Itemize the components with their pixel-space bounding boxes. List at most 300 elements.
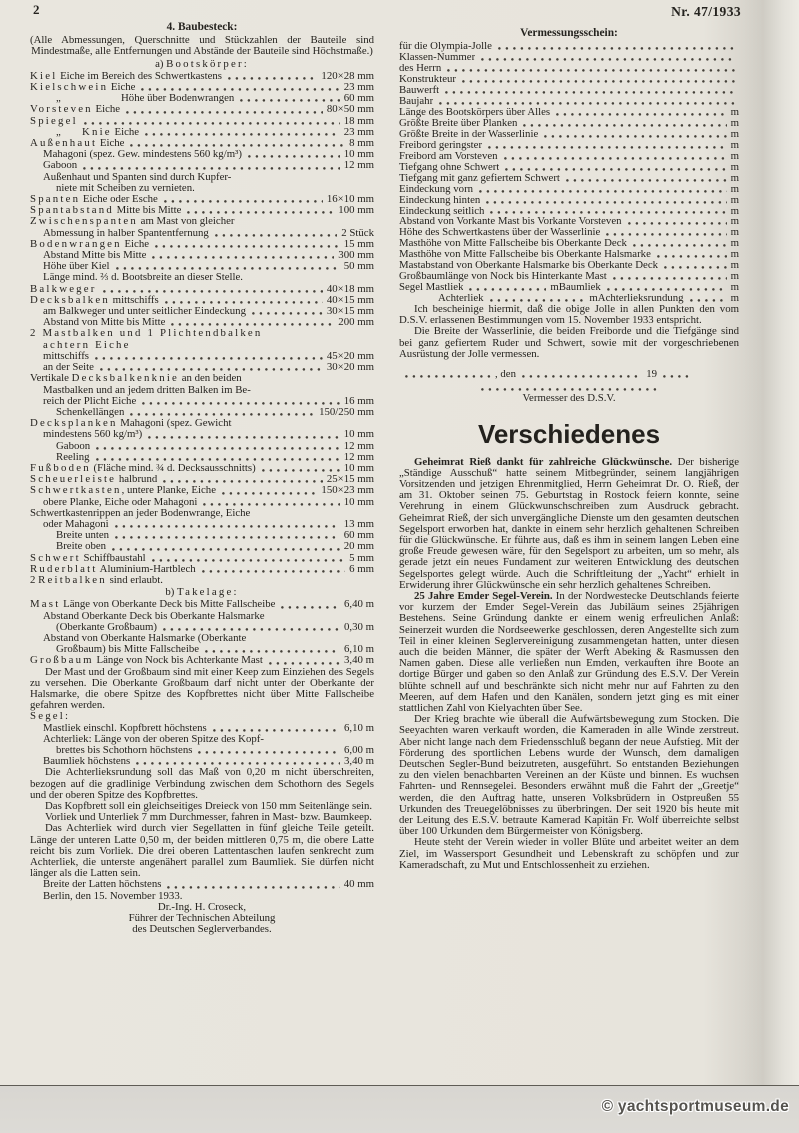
dot-leader [126, 111, 323, 114]
spec-row [399, 151, 739, 162]
label-text: Breite oben [56, 541, 107, 553]
dot-leader [198, 751, 340, 754]
date-line [399, 369, 695, 380]
label-text: Eiche [121, 238, 150, 250]
spec-row [399, 173, 739, 184]
text: 19 [646, 368, 657, 381]
spec-row [30, 104, 374, 115]
dot-leader [523, 124, 726, 127]
spec-label: „ Höhe über Bodenwrangen [56, 93, 235, 105]
label-text: Mastabstand von Oberkante Halsmarke bis Oberkante Deck [399, 260, 659, 272]
dot-leader [84, 122, 340, 125]
spec-row [30, 407, 374, 418]
spec-row [30, 138, 374, 149]
dot-leader [164, 200, 323, 203]
paragraph: Das Achterliek wird durch vier Segellatten in fünf gleiche Teile geteilt. Länge der unteren Latte 0,50 m, der beiden mittleren 0,75 m, die obere Latte reicht bis zum Vorliek. Die drei oberen Lattentaschen laufen senkrecht zum Achterliek, die unterste angenähert parallel zum Baumliek. Sie dürfen nicht länger als die Latten sein. [30, 822, 374, 880]
label-text: Baumliek höchstens [43, 756, 131, 768]
text-line: Dr.-Ing. H. Croseck, [157, 900, 247, 913]
text-line [30, 418, 374, 429]
spec-label [30, 205, 181, 216]
text-line [30, 575, 374, 586]
dot-leader [606, 233, 726, 236]
spec-value: 6,10 m [344, 644, 374, 656]
spec-label [43, 261, 110, 272]
dot-leader [141, 88, 339, 91]
dot-leader [462, 80, 735, 83]
spec-row [30, 452, 374, 463]
label-text: Eiche im Bereich des Schwertkastens [57, 70, 222, 82]
label-text: Schenkellängen [56, 406, 125, 418]
dot-leader [222, 492, 317, 495]
spec-value: m [730, 117, 739, 129]
spec-value: m [730, 216, 739, 228]
label-text: Vertikale [30, 373, 72, 385]
text-line [30, 508, 374, 519]
text: b) [165, 586, 178, 599]
label-text: niete mit Scheiben zu vernieten. [56, 182, 195, 194]
label-keyword: Bodenwrangen [30, 238, 122, 250]
label-text: Tiefgang mit ganz gefiertem Schwert [399, 172, 560, 184]
dot-leader [205, 650, 340, 653]
spec-row [30, 317, 374, 328]
dot-leader [504, 157, 727, 160]
spec-value: 30×15 mm [326, 306, 374, 318]
spec-label [56, 452, 90, 463]
dot-leader [96, 447, 340, 450]
spec-value: 150×23 mm [321, 485, 374, 497]
label-text: brettes bis Schothorn höchstens [56, 745, 193, 756]
dot-leader [115, 525, 340, 528]
spec-value: 12 mm [343, 451, 374, 463]
spec-row [399, 140, 739, 151]
dot-leader [281, 606, 340, 609]
paragraph: Die Breite der Wasserlinie, die beiden Freiborde und die Tiefgänge sind bei ganz gefiertem Ruder und Schwert, sowie mit der vorgeschriebenen Ausrüstung der Jolle vermessen. [399, 325, 739, 360]
dot-leader [152, 256, 334, 259]
spec-row [30, 205, 374, 216]
spec-value: 6,40 m [344, 599, 374, 611]
spec-label [56, 745, 192, 756]
label-text: Gaboon [43, 160, 78, 172]
spec-value: 40×18 mm [326, 283, 374, 295]
label-text: Konstrukteur [399, 74, 456, 86]
spec-value: m [730, 293, 739, 305]
label-text: Abstand Mitte bis Mitte [43, 250, 147, 262]
spec-label [399, 129, 538, 140]
spec-label [399, 162, 499, 173]
spec-value: 80×50 mm [326, 104, 374, 116]
dot-leader [657, 255, 727, 258]
label-text: Segel Mastliek [399, 282, 464, 294]
spec-row [30, 295, 374, 306]
spec-value: 5 mm [349, 552, 374, 564]
spec-value: 120×28 mm [321, 70, 374, 82]
spec-row [30, 541, 374, 552]
spec-value: 23 mm [343, 82, 374, 94]
label-keyword: Großbaum [30, 655, 94, 667]
spec-value: 25×15 mm [326, 474, 374, 486]
spec-value: 10 mm [343, 429, 374, 441]
spec-value: m [730, 282, 739, 294]
spec-row [30, 127, 374, 138]
dot-leader [628, 222, 727, 225]
spec-label [30, 553, 146, 564]
label-keyword: Spiegel [30, 115, 78, 127]
label-keyword: Balkweger [30, 283, 97, 295]
dot-leader [103, 290, 323, 293]
spec-value: 50 mm [343, 261, 374, 273]
spec-value: m [730, 150, 739, 162]
text-line [30, 891, 374, 902]
spec-label [399, 85, 439, 96]
spec-row [399, 195, 739, 206]
dot-leader [663, 375, 691, 378]
spec-label: „ Knie Eiche [56, 126, 140, 138]
label-text: am Mast von gleicher [137, 216, 235, 228]
spec-value: 10 mm [343, 149, 374, 161]
spec-row [399, 41, 739, 52]
paragraph: Ich bescheinige hiermit, daß die obige Jolle in allen Punkten den vom D.S.V. erlassenen Bestimmungen vom 15. November 1933 entspricht. [399, 303, 739, 327]
spec-label [399, 107, 550, 118]
form-row [399, 282, 559, 293]
label-keyword: Knie [82, 126, 112, 138]
label-keyword: Fußboden [30, 462, 91, 474]
dot-leader [469, 288, 546, 291]
label-keyword: Vorsteven [30, 104, 93, 116]
spec-value: m [730, 183, 739, 195]
spec-row [399, 74, 739, 85]
label-text: Achterlieksrundung [597, 293, 684, 305]
label-text: Abstand von Oberkante Halsmarke (Oberkante [43, 632, 247, 644]
spec-label [43, 250, 146, 261]
spec-row [30, 474, 374, 485]
label-text: Mastliek einschl. Kopfbrett höchstens [43, 722, 207, 734]
text-line [30, 328, 374, 339]
spec-value: 16 mm [343, 395, 374, 407]
label-text: Eindeckung seitlich [399, 205, 485, 217]
paragraph: Heute steht der Verein wieder in voller Blüte und arbeitet weiter an dem Ziel, im Wassersport Gesundheit und Lebenskraft zu schöpfen und zur Kameradschaft, zu Mut und Entschlossenheit zu erziehen. [399, 836, 739, 871]
label-text: halbrund [116, 474, 158, 486]
spec-row [30, 362, 374, 373]
scan-bottom-edge [0, 1085, 799, 1133]
spec-value: 40×15 mm [326, 294, 374, 306]
spec-row [30, 261, 374, 272]
text-line [30, 373, 374, 384]
spec-value: 0,30 m [344, 621, 374, 633]
spec-row [399, 216, 739, 227]
dot-leader [544, 135, 726, 138]
label-text: sind erlaubt. [106, 574, 163, 586]
label-text: Schiffbaustahl [80, 552, 146, 564]
label-text: Eiche oder Esche [80, 194, 158, 206]
spec-label [43, 519, 109, 530]
label-text: Freibord am Vorsteven [399, 150, 498, 162]
spec-label [30, 104, 120, 115]
dot-leader [505, 168, 726, 171]
label-text: Achterliek: Länge von der oberen Spitze des Kopf- [43, 733, 264, 745]
dot-leader [187, 211, 334, 214]
spec-value: 30×20 mm [326, 362, 374, 374]
spec-row [30, 71, 374, 82]
label-keyword: achtern Eiche [43, 339, 131, 351]
section-heading [30, 711, 374, 722]
label-text: , untere Planke, Eiche [121, 485, 216, 497]
spec-value: m [730, 271, 739, 283]
spec-row [399, 118, 739, 129]
spec-value: 10 mm [343, 496, 374, 508]
spec-value: 6 mm [349, 563, 374, 575]
spec-row [30, 306, 374, 317]
label-keyword: Zwischenspanten [30, 216, 138, 228]
spec-label [30, 284, 97, 295]
dot-leader [171, 323, 334, 326]
spec-row [30, 622, 374, 633]
left-column [30, 20, 374, 935]
spec-label [30, 655, 263, 666]
spec-label [399, 74, 456, 85]
spec-label [399, 249, 651, 260]
label-text: Breite unten [56, 530, 110, 542]
label-text: Abstand Oberkante Deck bis Oberkante Halsmarke [43, 610, 265, 622]
spec-value: 300 mm [338, 250, 374, 262]
label-text: Größte Breite in der Wasserlinie [399, 128, 539, 140]
label-text: Eiche [92, 104, 121, 116]
label-text: obere Planke, Eiche oder Mahagoni [43, 496, 198, 508]
spec-label [399, 63, 441, 74]
text-line: des Deutschen Seglerverbandes. [132, 923, 272, 936]
label-text: Länge mind. ⅔ d. Bootsbreite an dieser Stelle. [43, 272, 243, 284]
label-text: Mahagoni (spez. Gewicht [117, 418, 232, 430]
label-text: Höhe des Schwertkastens über der Wasserlinie [399, 227, 601, 239]
spec-row [30, 599, 374, 610]
dot-leader [490, 299, 586, 302]
label-text: Eiche [111, 126, 140, 138]
spec-label [399, 173, 560, 184]
spec-value: 60 mm [343, 93, 374, 105]
dot-leader [445, 91, 735, 94]
dot-leader [163, 628, 340, 631]
label-text: Länge von Nock bis Achterkante Mast [93, 655, 263, 667]
form-row-pair [399, 293, 739, 304]
spec-row [399, 107, 739, 118]
spec-row [399, 85, 739, 96]
spec-value: m [730, 249, 739, 261]
dot-leader [136, 762, 340, 765]
spec-label [56, 622, 157, 633]
spec-value: m [589, 293, 598, 305]
spec-label [43, 228, 209, 239]
label-text: Außenhaut und Spanten sind durch Kupfer- [43, 171, 232, 183]
dot-leader [490, 211, 726, 214]
spec-row [399, 129, 739, 140]
spec-value: m [730, 238, 739, 250]
spec-label [43, 429, 142, 440]
dot-leader [613, 277, 727, 280]
spec-row [30, 149, 374, 160]
dot-leader [633, 244, 727, 247]
spec-value: 10 mm [343, 462, 374, 474]
dot-leader [405, 375, 491, 378]
form-row [598, 293, 739, 304]
dot-leader [488, 146, 727, 149]
label-text: Abstand von Mitte bis Mitte [43, 317, 166, 329]
spec-value: m [730, 161, 739, 173]
dot-leader [522, 375, 642, 378]
dot-leader [83, 167, 340, 170]
watermark: © yachtsportmuseum.de [601, 1098, 789, 1115]
label-text: Abstand von Vorkante Mast bis Vorkante Vorsteven [399, 216, 622, 228]
spec-label [399, 282, 463, 293]
spec-row [399, 227, 739, 238]
text-line [30, 216, 374, 227]
spec-label [399, 118, 517, 129]
label-text: Masthöhe von Mitte Fallscheibe bis Oberkante Halsmarke [399, 249, 651, 261]
paragraph: Das Kopfbrett soll ein gleichseitiges Dreieck von 150 mm Seitenlänge sein. [45, 800, 373, 813]
label-text: reich der Plicht Eiche [43, 395, 137, 407]
label-text: Gaboon [56, 440, 91, 452]
article-heading: Geheimrat Rieß dankt für zahlreiche Glückwünsche. [414, 455, 673, 468]
spec-row [30, 655, 374, 666]
spec-row [30, 429, 374, 440]
text-line [30, 272, 374, 283]
dot-leader [148, 436, 340, 439]
spec-label [399, 271, 607, 282]
dot-leader [152, 559, 345, 562]
spec-label [30, 138, 124, 149]
section-heading [30, 587, 374, 598]
paragraph: (Alle Abmessungen, Querschnitte und Stückzahlen der Bauteile sind Mindestmaße, alle Entfernungen und Abstände der Bauteile sind Höchstmaße.) [30, 34, 374, 58]
label-text: Größte Breite über Planken [399, 117, 518, 129]
spec-label [399, 96, 433, 107]
label-text: Freibord geringster [399, 139, 483, 151]
label-text: Baumliek [558, 282, 601, 294]
dot-leader [240, 99, 339, 102]
spec-label [399, 260, 658, 271]
spec-label [399, 195, 480, 206]
text-line [30, 172, 374, 183]
label-text: (Fläche mind. ¾ d. Decksausschnitts) [90, 462, 256, 474]
spec-value: 18 mm [343, 115, 374, 127]
spec-label [43, 149, 242, 160]
spec-value: 6,00 m [344, 745, 374, 756]
label-text: Berlin, den 15. November 1933. [43, 890, 183, 902]
form-row-pair [399, 282, 739, 293]
spec-row [30, 194, 374, 205]
spec-row [30, 239, 374, 250]
label-text: Höhe über Kiel [43, 261, 110, 273]
spec-row [399, 206, 739, 217]
label-keyword: Kiel [30, 70, 58, 82]
spec-value: 6,10 m [344, 722, 374, 734]
dot-leader [96, 458, 340, 461]
section-heading: Vermessungsschein: [520, 27, 618, 39]
spec-row [30, 519, 374, 530]
label-text: Schwertkastenrippen an jeder Bodenwrange, Eiche [30, 507, 251, 519]
dot-leader [163, 480, 323, 483]
spec-value: m [730, 205, 739, 217]
label-keyword: Außenhaut [30, 138, 98, 150]
spec-label [30, 474, 157, 485]
spec-value: m [730, 139, 739, 151]
paragraph: Vorliek und Unterliek 7 mm Durchmesser, fahren in Mast- bzw. Baumkeep. [45, 811, 372, 824]
spec-label [43, 351, 89, 362]
text-line [30, 633, 374, 644]
label-text: des Herrn [399, 63, 442, 75]
signature-line [481, 388, 657, 391]
spec-row [30, 497, 374, 508]
dot-leader [165, 301, 323, 304]
label-text: Eindeckung hinten [399, 194, 481, 206]
label-keyword: Decksbalken [30, 294, 110, 306]
spec-label [43, 306, 246, 317]
spec-label [438, 293, 484, 304]
spec-value: 40 mm [343, 879, 374, 891]
spec-label [43, 497, 197, 508]
form-row [559, 282, 739, 293]
label-text: Höhe über Bodenwrangen [121, 93, 235, 105]
section-heading: 4. Baubesteck: [166, 21, 238, 33]
dot-leader [130, 413, 315, 416]
label-text: Eiche [97, 138, 125, 150]
spec-label [399, 52, 475, 63]
spec-row [399, 184, 739, 195]
spec-label [56, 407, 124, 418]
spec-row [399, 260, 739, 271]
spec-row [30, 351, 374, 362]
spec-label [30, 564, 196, 575]
label-text: Klassen-Nummer [399, 52, 476, 64]
dot-leader [262, 469, 340, 472]
spec-row [30, 530, 374, 541]
article-heading: 25 Jahre Emder Segel-Verein. [414, 589, 553, 602]
dot-leader [202, 570, 345, 573]
label-keyword: Kielschwein [30, 82, 109, 94]
spec-row [30, 228, 374, 239]
spec-row [399, 238, 739, 249]
dot-leader [142, 402, 339, 405]
label-text: Länge des Bootskörpers über Alles [399, 106, 551, 118]
spec-label [30, 295, 159, 306]
label-text: (Oberkante Großbaum) [56, 621, 158, 633]
dot-leader [607, 288, 727, 291]
spec-label [399, 206, 484, 217]
spec-row [399, 52, 739, 63]
dot-leader [116, 267, 340, 270]
spec-label [56, 530, 109, 541]
spec-value: 12 mm [343, 160, 374, 172]
spec-value: 100 mm [338, 205, 374, 217]
spec-value: 15 mm [343, 238, 374, 250]
label-text: Länge von Oberkante Deck bis Mitte Fallscheibe [60, 599, 276, 611]
spec-label [43, 317, 165, 328]
spec-row [399, 249, 739, 260]
dot-leader [145, 133, 340, 136]
text-line: Vermesser des D.S.V. [522, 392, 616, 405]
spec-label [30, 71, 222, 82]
spec-label [56, 644, 199, 655]
spec-row [30, 463, 374, 474]
dot-leader [155, 245, 340, 248]
spec-label [399, 140, 482, 151]
spec-label [30, 463, 256, 474]
label-text: Mastbalken und an jedem dritten Balken im Be- [43, 384, 251, 396]
spec-value: 60 mm [343, 530, 374, 542]
spec-value: 20 mm [343, 541, 374, 553]
spec-label [30, 599, 275, 610]
label-text: 2 [30, 574, 39, 586]
spec-value: 150/250 mm [319, 406, 374, 418]
page-number: 2 [33, 2, 40, 17]
label-keyword: Mast [30, 599, 61, 611]
